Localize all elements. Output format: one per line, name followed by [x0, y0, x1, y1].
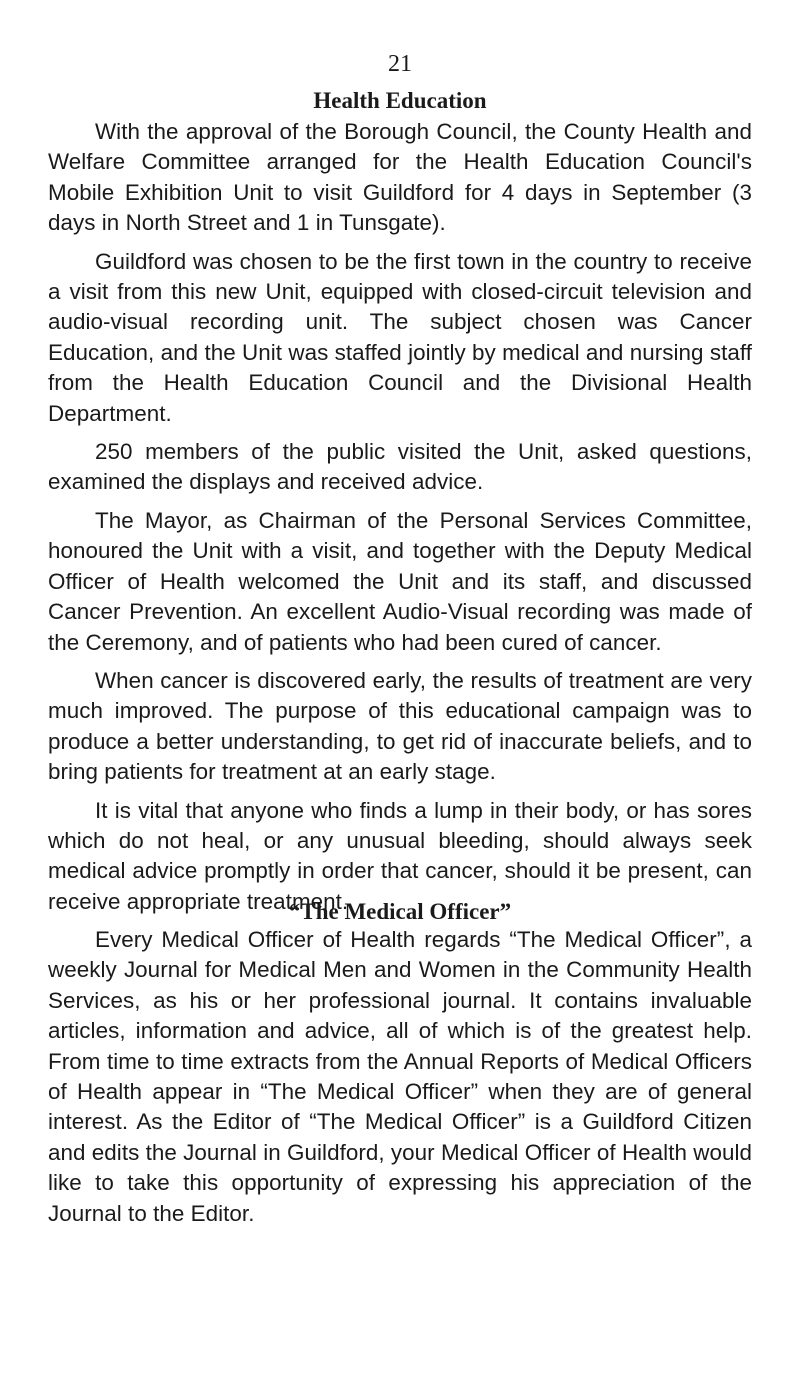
- section-heading-health-education: Health Education: [313, 88, 487, 113]
- paragraph: The Mayor, as Chairman of the Personal Services Committee, honoured the Unit with a visit, and together with the Deputy Medical Officer of Health welcomed the Unit and its staff, and discussed Cancer Prevention. An excellent Audio-Visual recording was made of the Ceremony, and of patients who had been cured of cancer.: [48, 507, 752, 655]
- paragraph: It is vital that anyone who finds a lump in their body, or has sores which do not heal, or any unusual bleeding, should always seek medical advice promptly in order that cancer, should it be present, can receive appropriate treatment.: [48, 797, 752, 914]
- page-number: 21: [388, 51, 412, 77]
- paragraph: Every Medical Officer of Health regards “The Medical Officer”, a weekly Journal for Medical Men and Women in the Community Health Services, as his or her professional journal. It contains invaluable articles, information and advice, all of which is of the greatest help. From time to time extracts from the Annual Reports of Medical Officers of Health appear in “The Medical Officer” when they are of general interest. As the Editor of “The Medical Officer” is a Guildford Citizen and edits the Journal in Guildford, your Medical Officer of Health would like to take this opportunity of expressing his appreciation of the Journal to the Editor.: [48, 927, 752, 1226]
- health-education-body: [48, 117, 752, 925]
- paragraph: Guildford was chosen to be the first town in the country to receive a visit from this new Unit, equipped with closed-circuit television and audio-visual recording unit. The subject chosen was Cancer Education, and the Unit was staffed jointly by medical and nursing staff from the Health Education Council and the Divisional Health Department.: [48, 248, 752, 426]
- paragraph: With the approval of the Borough Council, the County Health and Welfare Committee arranged for the Health Education Council's Mobile Exhibition Unit to visit Guildford for 4 days in September (3 days in North Street and 1 in Tunsgate).: [48, 119, 752, 236]
- paragraph: When cancer is discovered early, the results of treatment are very much improved. The purpose of this educational campaign was to produce a better understanding, to get rid of inaccurate beliefs, and to bring patients for treatment at an early stage.: [48, 667, 752, 785]
- medical-officer-body: [48, 925, 752, 1237]
- section-heading-medical-officer: “The Medical Officer”: [288, 899, 512, 924]
- paragraph: 250 members of the public visited the Unit, asked questions, examined the displays and received advice.: [48, 439, 752, 495]
